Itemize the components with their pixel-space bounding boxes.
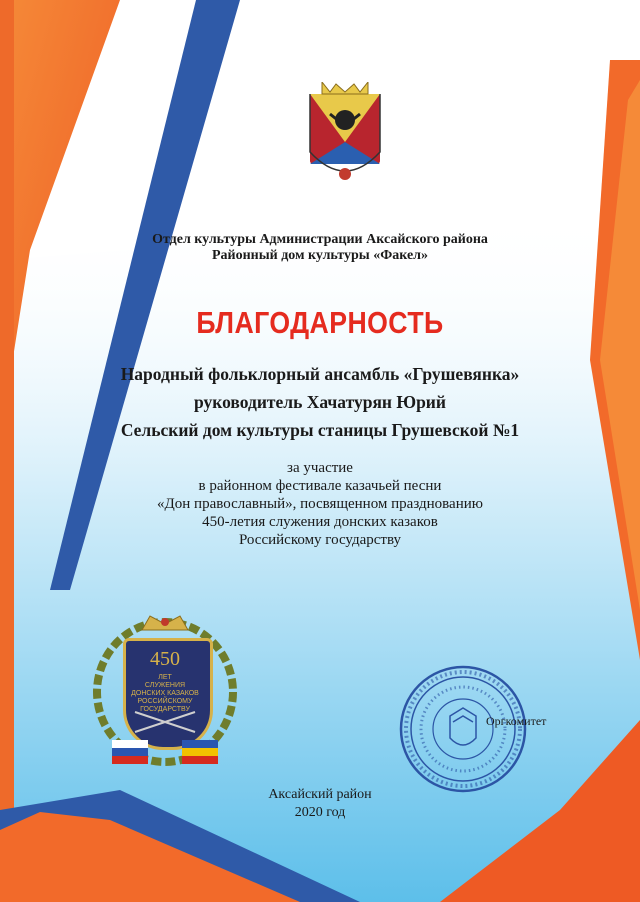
- badge-caption: ЛЕТ СЛУЖЕНИЯ ДОНСКИХ КАЗАКОВ РОССИЙСКОМУ ГОСУДАРСТВУ: [131, 674, 199, 713]
- left-orange-edge: [0, 0, 14, 902]
- organization-line-2: Районный дом культуры «Факел»: [211, 248, 429, 263]
- footer-year: 2020 год: [294, 805, 346, 820]
- reason-line-4: 450-летия служения донских казаков: [202, 514, 438, 530]
- certificate-title: БЛАГОДАРНОСТЬ: [196, 305, 444, 340]
- anniversary-badge: [90, 612, 240, 772]
- recipient-line-3: Сельский дом культуры станицы Грушевской №1: [120, 420, 520, 440]
- flags-icon: [90, 612, 240, 772]
- badge-number: 450: [150, 648, 180, 670]
- recipient-line-1: Народный фольклорный ансамбль «Грушевянка»: [120, 364, 520, 384]
- official-seal-stamp: [398, 664, 528, 794]
- reason-line-2: в районном фестивале казачьей песни: [198, 478, 442, 494]
- reason-line-5: Российскому государству: [238, 532, 402, 548]
- footer-place: Аксайский район: [268, 787, 372, 802]
- reason-line-3: «Дон православный», посвященном празднованию: [157, 496, 483, 512]
- organization-line-1: Отдел культуры Администрации Аксайского района: [152, 232, 488, 247]
- reason-line-1: за участие: [287, 460, 353, 476]
- district-coat-of-arms: [300, 82, 390, 190]
- recipient-line-2: руководитель Хачатурян Юрий: [194, 392, 446, 412]
- seal-label: Оргкомитет: [486, 714, 547, 728]
